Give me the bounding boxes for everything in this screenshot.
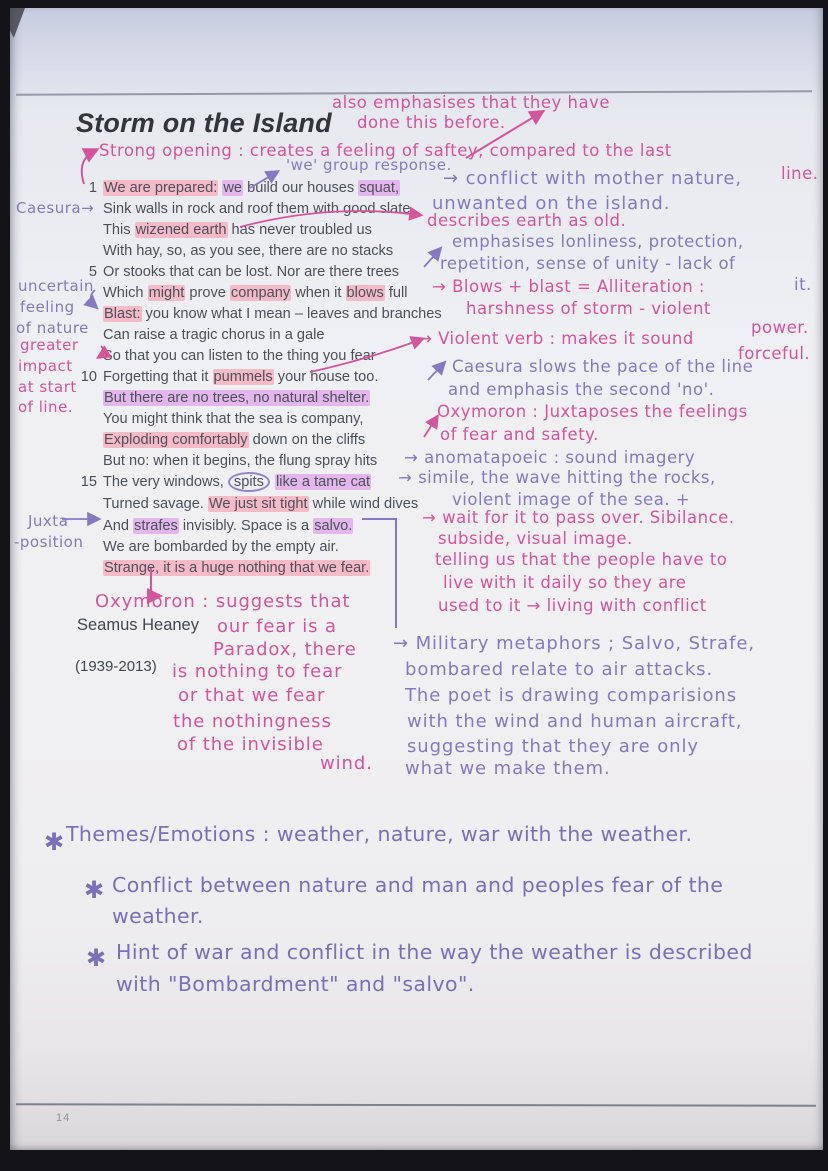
annotation-anomatapoeic: → anomatapoeic : sound imagery [404, 448, 696, 467]
asterisk-bullet-2: ✱ [84, 877, 105, 904]
highlight-pink: blows [346, 285, 384, 301]
poem-line-15: 15 The very windows, spits like a tame cat [80, 474, 371, 490]
highlight-purple: salvo. [314, 518, 353, 534]
annotation-oxymoron-juxtaposes-1: Oxymoron : Juxtaposes the feelings [437, 402, 748, 421]
highlight-pink: We are prepared: [104, 180, 218, 196]
annotation-greater-impact-2: impact [18, 357, 73, 375]
poem-line-11 [103, 388, 370, 408]
highlight-pink: might [148, 285, 185, 301]
annotation-caesura-slows-1: Caesura slows the pace of the line [452, 357, 754, 376]
poem-line-8: Can raise a tragic chorus in a gale [103, 327, 325, 343]
annotation-describes-earth: describes earth as old. [427, 211, 627, 230]
annotation-subside: subside, visual image. [438, 529, 633, 548]
poem-line-16: Turned savage. We just sit tight while wind dives [103, 496, 419, 512]
annotation-military-2: bombared relate to air attacks. [405, 659, 714, 680]
annotation-top-note-2: done this before. [357, 113, 506, 132]
poem-line-14: But no: when it begins, the flung spray hits [103, 453, 378, 469]
annotation-lonliness-3: it. [794, 275, 812, 294]
paper [10, 8, 823, 1150]
line-number-1: 1 [88, 180, 97, 196]
poem-line-5: 5 Or stooks that can be lost. Nor are there trees [103, 262, 399, 282]
highlight-pink: Blast: [104, 306, 141, 322]
poem-line-9: So that you can listen to the thing you fear [103, 348, 376, 364]
annotation-simile-2: violent image of the sea. + [452, 490, 691, 509]
annotation-greater-impact-3: at start [18, 378, 77, 396]
annotation-telling-us-2: live with it daily so they are [443, 573, 687, 592]
annotation-violent-verb-1: → Violent verb : makes it sound [418, 329, 694, 348]
annotation-oxymoron-suggests-1: Oxymoron : suggests that [95, 591, 351, 612]
annotation-conflict-nature-2: unwanted on the island. [432, 193, 671, 214]
annotation-strong-opening-1: Strong opening : creates a feeling of saftey, compared to the last [99, 141, 672, 160]
poet-dates: (1939-2013) [75, 658, 157, 675]
note-conflict-1: Conflict between nature and man and peoples fear of the [112, 873, 724, 897]
annotation-greater-impact-1: greater [20, 336, 79, 354]
annotation-lonliness-1: emphasises lonliness, protection, [452, 232, 744, 251]
annotation-oxymoron-suggests-4: is nothing to fear [172, 661, 343, 682]
highlight-purple: strafes [134, 518, 178, 534]
poet-name: Seamus Heaney [77, 616, 199, 634]
annotation-oxymoron-suggests-6: the nothingness [173, 711, 332, 732]
poem-line-18: We are bombarded by the empty air. [103, 539, 339, 555]
annotation-caesura-slows-2: and emphasis the second 'no'. [448, 380, 715, 399]
asterisk-bullet-1: ✱ [44, 829, 65, 856]
highlight-pink: pummels [213, 369, 273, 385]
annotation-blows-blast-1: → Blows + blast = Alliteration : [432, 277, 705, 296]
annotation-oxymoron-suggests-3: Paradox, there [213, 639, 357, 660]
highlight-purple: we [223, 180, 243, 196]
annotation-we-group: 'we' group response. [286, 156, 452, 174]
poem-line-10: 10 Forgetting that it pummels your house too. [80, 369, 379, 385]
poem-line-13: Exploding comfortably down on the cliffs [104, 432, 366, 448]
highlight-pink: We just sit tight [208, 496, 308, 512]
annotation-military-1: → Military metaphors ; Salvo, Strafe, [393, 633, 755, 654]
poem-line-6: Which might prove company when it blows full [103, 285, 408, 301]
poem-line-2: Sink walls in rock and roof them with good slate. [103, 201, 415, 217]
note-hint-of-war-2: with "Bombardment" and "salvo". [116, 972, 475, 996]
annotation-wait-pass: → wait for it to pass over. Sibilance. [422, 508, 735, 527]
note-conflict-2: weather. [112, 904, 204, 928]
bottom-rule-line [16, 1103, 816, 1106]
highlight-pink: Strange, it is a huge nothing that we fear. [104, 560, 370, 576]
poem-line-4: With hay, so, as you see, there are no stacks [103, 243, 394, 259]
annotation-military-3: The poet is drawing comparisions [405, 685, 738, 706]
page-corner-fold [10, 8, 25, 38]
circled-word: spits [228, 472, 270, 492]
annotation-oxymoron-suggests-7: of the invisible [177, 734, 324, 755]
annotation-simile-1: → simile, the wave hitting the rocks, [398, 468, 716, 487]
highlight-purple: squat, [359, 180, 400, 196]
annotation-oxymoron-juxtaposes-2: of fear and safety. [440, 425, 599, 444]
highlight-pink: Exploding comfortably [104, 432, 248, 448]
highlight-pink: wizened earth [135, 222, 227, 238]
asterisk-bullet-3: ✱ [86, 945, 107, 972]
annotation-oxymoron-suggests-2: our fear is a [217, 616, 337, 637]
annotation-blows-blast-3: power. [751, 318, 809, 337]
highlight-pink: company [230, 285, 291, 301]
poem-line-19 [103, 558, 370, 578]
annotation-juxtaposition-1: Juxta [28, 512, 69, 530]
annotation-juxtaposition-2: -position [14, 533, 84, 551]
annotation-oxymoron-suggests-5: or that we fear [178, 685, 326, 706]
annotation-greater-impact-4: of line. [18, 398, 74, 416]
annotation-uncertain-2: feeling [20, 298, 75, 316]
annotation-military-6: what we make them. [405, 758, 611, 779]
annotation-violent-verb-2: forceful. [738, 344, 811, 363]
annotation-top-note-1: also emphasises that they have [332, 93, 610, 112]
highlight-purple: But there are no trees, no natural shelter. [104, 390, 370, 406]
page-number: 14 [56, 1112, 71, 1124]
note-hint-of-war-1: Hint of war and conflict in the way the weather is described [116, 940, 753, 964]
poem-line-12: You might think that the sea is company, [103, 411, 364, 427]
annotation-telling-us-3: used to it → living with conflict [438, 596, 707, 615]
poem-title: Storm on the Island [76, 108, 332, 138]
annotation-lonliness-2: repetition, sense of unity - lack of [440, 254, 736, 273]
annotation-uncertain-3: of nature [16, 319, 89, 337]
line-number-10: 10 [80, 369, 97, 385]
line-number-15: 15 [80, 474, 97, 490]
annotation-oxymoron-suggests-8: wind. [320, 753, 373, 774]
annotation-caesura-label: Caesura→ [16, 199, 95, 217]
line-number-5: 5 [88, 264, 97, 280]
annotation-military-4: with the wind and human aircraft, [407, 711, 743, 732]
poem-line-1: 1 We are prepared: we build our houses squat, [103, 178, 400, 198]
annotation-conflict-nature-1: → conflict with mother nature, [443, 168, 742, 189]
annotation-strong-opening-2: line. [781, 164, 819, 183]
poem-line-7: Blast: you know what I mean – leaves and branches [104, 306, 442, 322]
highlight-purple: like a tame cat [275, 474, 371, 490]
annotation-blows-blast-2: harshness of storm - violent [466, 299, 711, 318]
note-themes-emotions: Themes/Emotions : weather, nature, war with the weather. [66, 822, 693, 846]
annotation-uncertain-1: uncertain [18, 277, 94, 295]
annotation-telling-us-1: telling us that the people have to [435, 550, 728, 569]
annotation-military-5: suggesting that they are only [407, 736, 699, 757]
poem-line-17: And strafes invisibly. Space is a salvo. [103, 518, 353, 534]
poem-line-3: This wizened earth has never troubled us [103, 222, 372, 238]
